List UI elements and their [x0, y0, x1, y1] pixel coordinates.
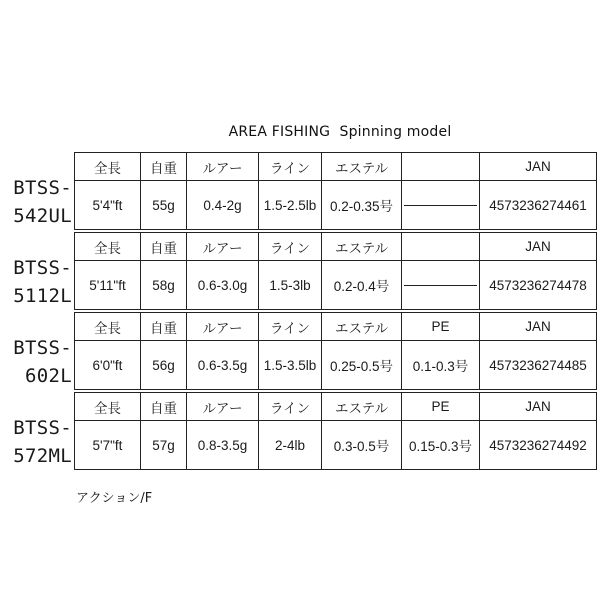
- header-length: 全長: [75, 313, 141, 341]
- header-weight: 自重: [141, 393, 187, 421]
- value-weight: 56g: [141, 341, 187, 390]
- header-lure: ルアー: [187, 233, 259, 261]
- value-length: 6'0"ft: [75, 341, 141, 390]
- model-name-line1: BTSS-: [13, 177, 72, 199]
- header-jan: JAN: [480, 393, 597, 421]
- header-ester: エステル: [322, 313, 402, 341]
- model-name-line1: BTSS-: [13, 337, 72, 359]
- spec-table: [74, 392, 597, 470]
- spec-table: [74, 312, 597, 390]
- value-lure: 0.6-3.5g: [187, 341, 259, 390]
- header-lure: ルアー: [187, 153, 259, 181]
- value-length: 5'4"ft: [75, 181, 141, 230]
- value-ester: 0.25-0.5号: [322, 341, 402, 390]
- value-jan: 4573236274461: [480, 181, 597, 230]
- model-name: [0, 174, 72, 230]
- value-lure: 0.8-3.5g: [187, 421, 259, 470]
- model-block: [0, 152, 600, 232]
- model-name-line2: 542UL: [13, 205, 72, 227]
- value-lure: 0.4-2g: [187, 181, 259, 230]
- header-jan: JAN: [480, 153, 597, 181]
- value-row: [75, 261, 597, 310]
- header-ester: エステル: [322, 153, 402, 181]
- spec-sheet: [0, 152, 600, 472]
- value-lure: 0.6-3.0g: [187, 261, 259, 310]
- value-line: 2-4lb: [259, 421, 322, 470]
- model-name-line1: BTSS-: [13, 417, 72, 439]
- value-row: [75, 341, 597, 390]
- value-pe: 0.15-0.3号: [402, 421, 480, 470]
- model-block: [0, 232, 600, 312]
- header-pe: PE: [402, 313, 480, 341]
- header-ester: エステル: [322, 393, 402, 421]
- dash-line: [404, 285, 477, 286]
- header-row: [75, 233, 597, 261]
- value-weight: 57g: [141, 421, 187, 470]
- value-pe-none: [402, 261, 480, 310]
- value-length: 5'7"ft: [75, 421, 141, 470]
- model-name-line1: BTSS-: [13, 257, 72, 279]
- header-length: 全長: [75, 153, 141, 181]
- header-pe: PE: [402, 393, 480, 421]
- value-line: 1.5-2.5lb: [259, 181, 322, 230]
- model-name-line2: 5112L: [13, 285, 72, 307]
- model-name: [0, 334, 72, 390]
- header-jan: JAN: [480, 233, 597, 261]
- model-name-line2: 602L: [25, 365, 72, 387]
- header-jan: JAN: [480, 313, 597, 341]
- value-jan: 4573236274478: [480, 261, 597, 310]
- header-lure: ルアー: [187, 393, 259, 421]
- action-note: アクション/F: [76, 491, 153, 506]
- value-line: 1.5-3.5lb: [259, 341, 322, 390]
- value-row: [75, 421, 597, 470]
- header-row: [75, 313, 597, 341]
- value-length: 5'11"ft: [75, 261, 141, 310]
- page-title: AREA FISHING Spinning model: [228, 124, 452, 140]
- value-jan: 4573236274492: [480, 421, 597, 470]
- header-pe-empty: [402, 153, 480, 181]
- model-name-line2: 572ML: [13, 445, 72, 467]
- header-line: ライン: [259, 233, 322, 261]
- model-block: [0, 392, 600, 472]
- header-line: ライン: [259, 393, 322, 421]
- header-weight: 自重: [141, 313, 187, 341]
- value-ester: 0.2-0.4号: [322, 261, 402, 310]
- model-block: [0, 312, 600, 392]
- header-weight: 自重: [141, 233, 187, 261]
- model-name: [0, 414, 72, 470]
- value-pe: 0.1-0.3号: [402, 341, 480, 390]
- spec-table: [74, 152, 597, 230]
- value-weight: 55g: [141, 181, 187, 230]
- model-name: [0, 254, 72, 310]
- spec-table: [74, 232, 597, 310]
- value-ester: 0.3-0.5号: [322, 421, 402, 470]
- header-length: 全長: [75, 393, 141, 421]
- value-weight: 58g: [141, 261, 187, 310]
- header-line: ライン: [259, 313, 322, 341]
- header-length: 全長: [75, 233, 141, 261]
- header-row: [75, 153, 597, 181]
- value-line: 1.5-3lb: [259, 261, 322, 310]
- header-lure: ルアー: [187, 313, 259, 341]
- header-line: ライン: [259, 153, 322, 181]
- header-weight: 自重: [141, 153, 187, 181]
- value-pe-none: [402, 181, 480, 230]
- value-jan: 4573236274485: [480, 341, 597, 390]
- header-pe-empty: [402, 233, 480, 261]
- value-ester: 0.2-0.35号: [322, 181, 402, 230]
- header-ester: エステル: [322, 233, 402, 261]
- dash-line: [404, 205, 477, 206]
- value-row: [75, 181, 597, 230]
- header-row: [75, 393, 597, 421]
